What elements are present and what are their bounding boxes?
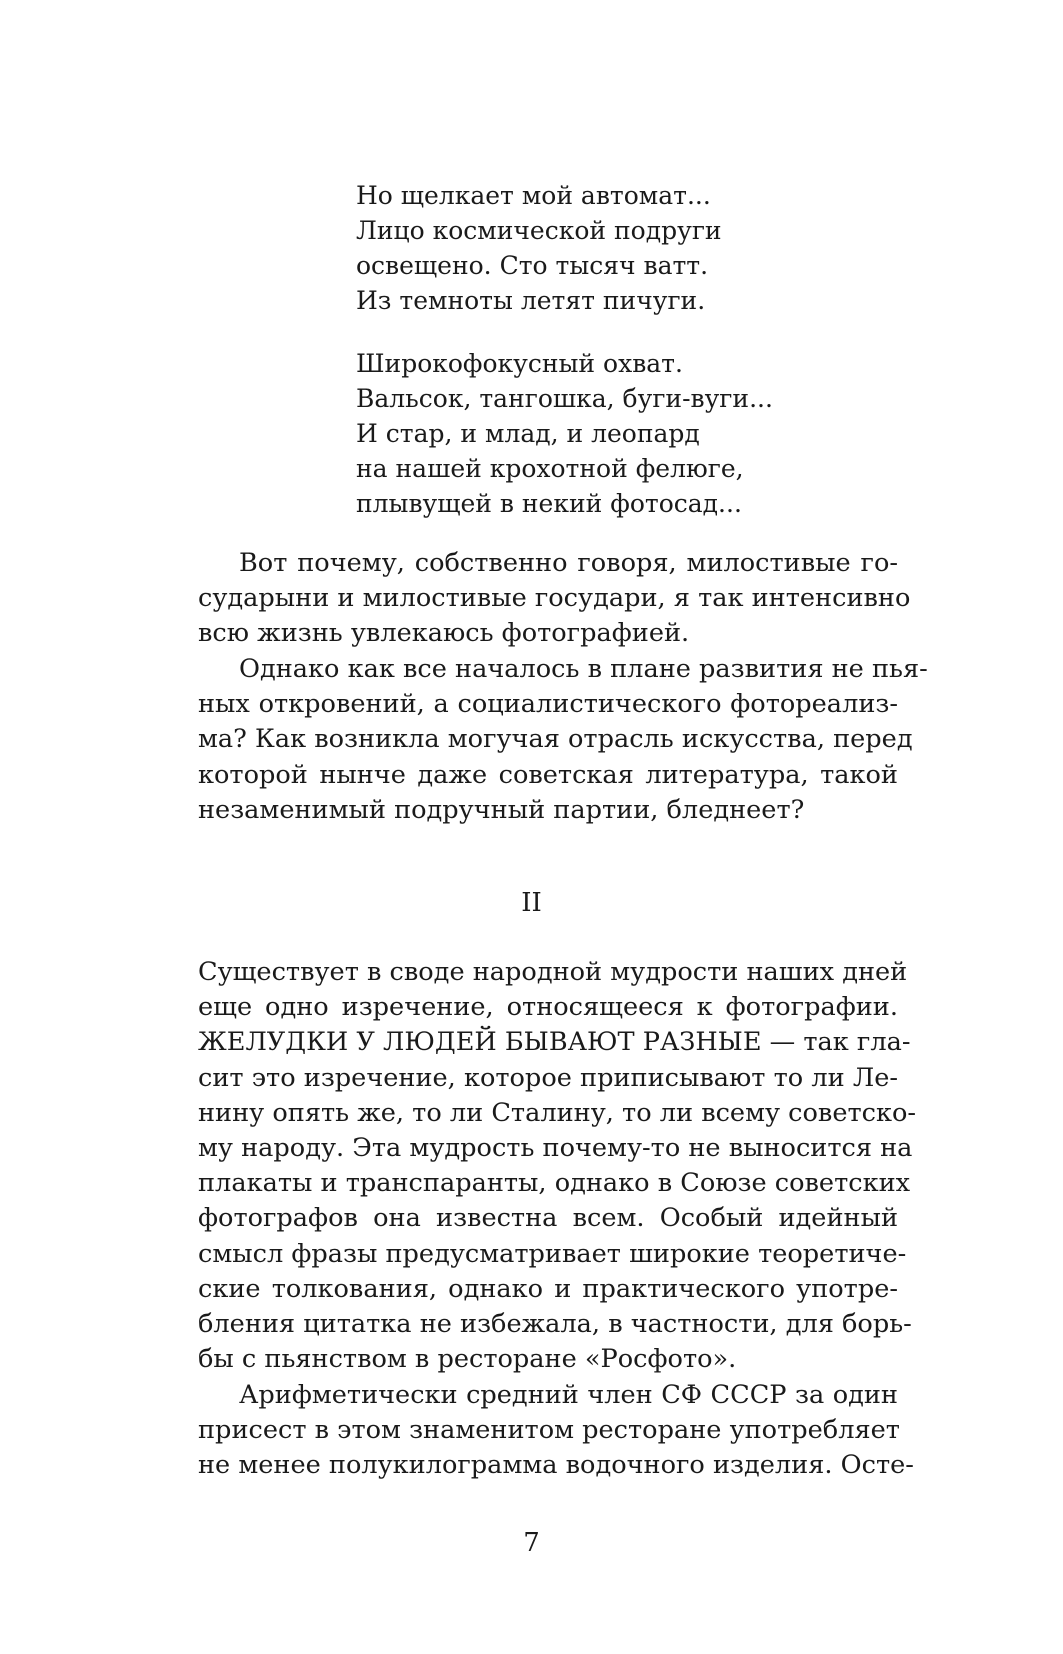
paragraph-line: незаменимый подручный партии, бледнеет? xyxy=(198,794,805,825)
poem-line: плывущей в некий фотосад... xyxy=(356,489,742,518)
poem-line: Но щелкает мой автомат... xyxy=(356,181,711,210)
poem-line: Широкофокусный охват. xyxy=(356,349,683,378)
paragraph-line: бления цитатка не избежала, в частности, для борь- xyxy=(198,1308,912,1339)
paragraph-1 xyxy=(198,546,911,652)
paragraph-line: Арифметически средний член СФ СССР за один xyxy=(239,1380,898,1410)
paragraph-3 xyxy=(198,955,917,1377)
poem-stanza-1 xyxy=(356,178,722,318)
poem-line: Из темноты летят пичуги. xyxy=(356,286,706,315)
paragraph-line: не менее полукилограмма водочного изделия. Осте- xyxy=(198,1450,914,1481)
paragraph-line: бы с пьянством в ресторане «Росфото». xyxy=(198,1344,737,1375)
paragraph-line: сударыни и милостивые государи, я так интенсивно xyxy=(198,583,911,614)
paragraph-line: присест в этом знаменитом ресторане употребляет xyxy=(198,1415,900,1446)
section-number: II xyxy=(521,888,542,918)
paragraph-line: всю жизнь увлекаюсь фотографией. xyxy=(198,618,690,649)
paragraph-line: плакаты и транспаранты, однако в Союзе советских xyxy=(198,1168,911,1199)
paragraph-line: фотографов она известна всем. Особый идейный xyxy=(198,1203,898,1234)
paragraph-2 xyxy=(198,652,928,828)
paragraph-line: Существует в своде народной мудрости наших дней xyxy=(198,957,908,987)
paragraph-line: сит это изречение, которое приписывают то ли Ле- xyxy=(198,1062,898,1093)
paragraph-line: нину опять же, то ли Сталину, то ли всему советско- xyxy=(198,1097,917,1128)
paragraph-line: ские толкования, однако и практического употре- xyxy=(198,1273,898,1304)
poem-line: освещено. Сто тысяч ватт. xyxy=(356,251,709,280)
poem-stanza-2 xyxy=(356,346,773,521)
paragraph-line: ЖЕЛУДКИ У ЛЮДЕЙ БЫВАЮТ РАЗНЫЕ — так гла- xyxy=(198,1027,911,1058)
poem-line: на нашей крохотной фелюге, xyxy=(356,454,744,483)
paragraph-line: смысл фразы предусматривает широкие теоретиче- xyxy=(198,1238,907,1269)
paragraph-line: Однако как все началось в плане развития не пья- xyxy=(239,654,928,684)
paragraph-line: которой нынче даже советская литература, такой xyxy=(198,759,898,790)
paragraph-line: му народу. Эта мудрость почему-то не выносится на xyxy=(198,1132,913,1163)
paragraph-line: Вот почему, собственно говоря, милостивые го- xyxy=(239,548,898,578)
poem-line: Лицо космической подруги xyxy=(356,216,722,245)
paragraph-line: ма? Как возникла могучая отрасль искусства, перед xyxy=(198,724,913,755)
paragraph-4 xyxy=(198,1378,914,1484)
paragraph-line: ных откровений, а социалистического фотореализ- xyxy=(198,689,898,720)
poem-line: Вальсок, тангошка, буги-вуги... xyxy=(356,384,773,413)
page-number: 7 xyxy=(523,1528,540,1558)
paragraph-line: еще одно изречение, относящееся к фотографии. xyxy=(198,992,898,1023)
poem-line: И стар, и млад, и леопард xyxy=(356,419,700,448)
